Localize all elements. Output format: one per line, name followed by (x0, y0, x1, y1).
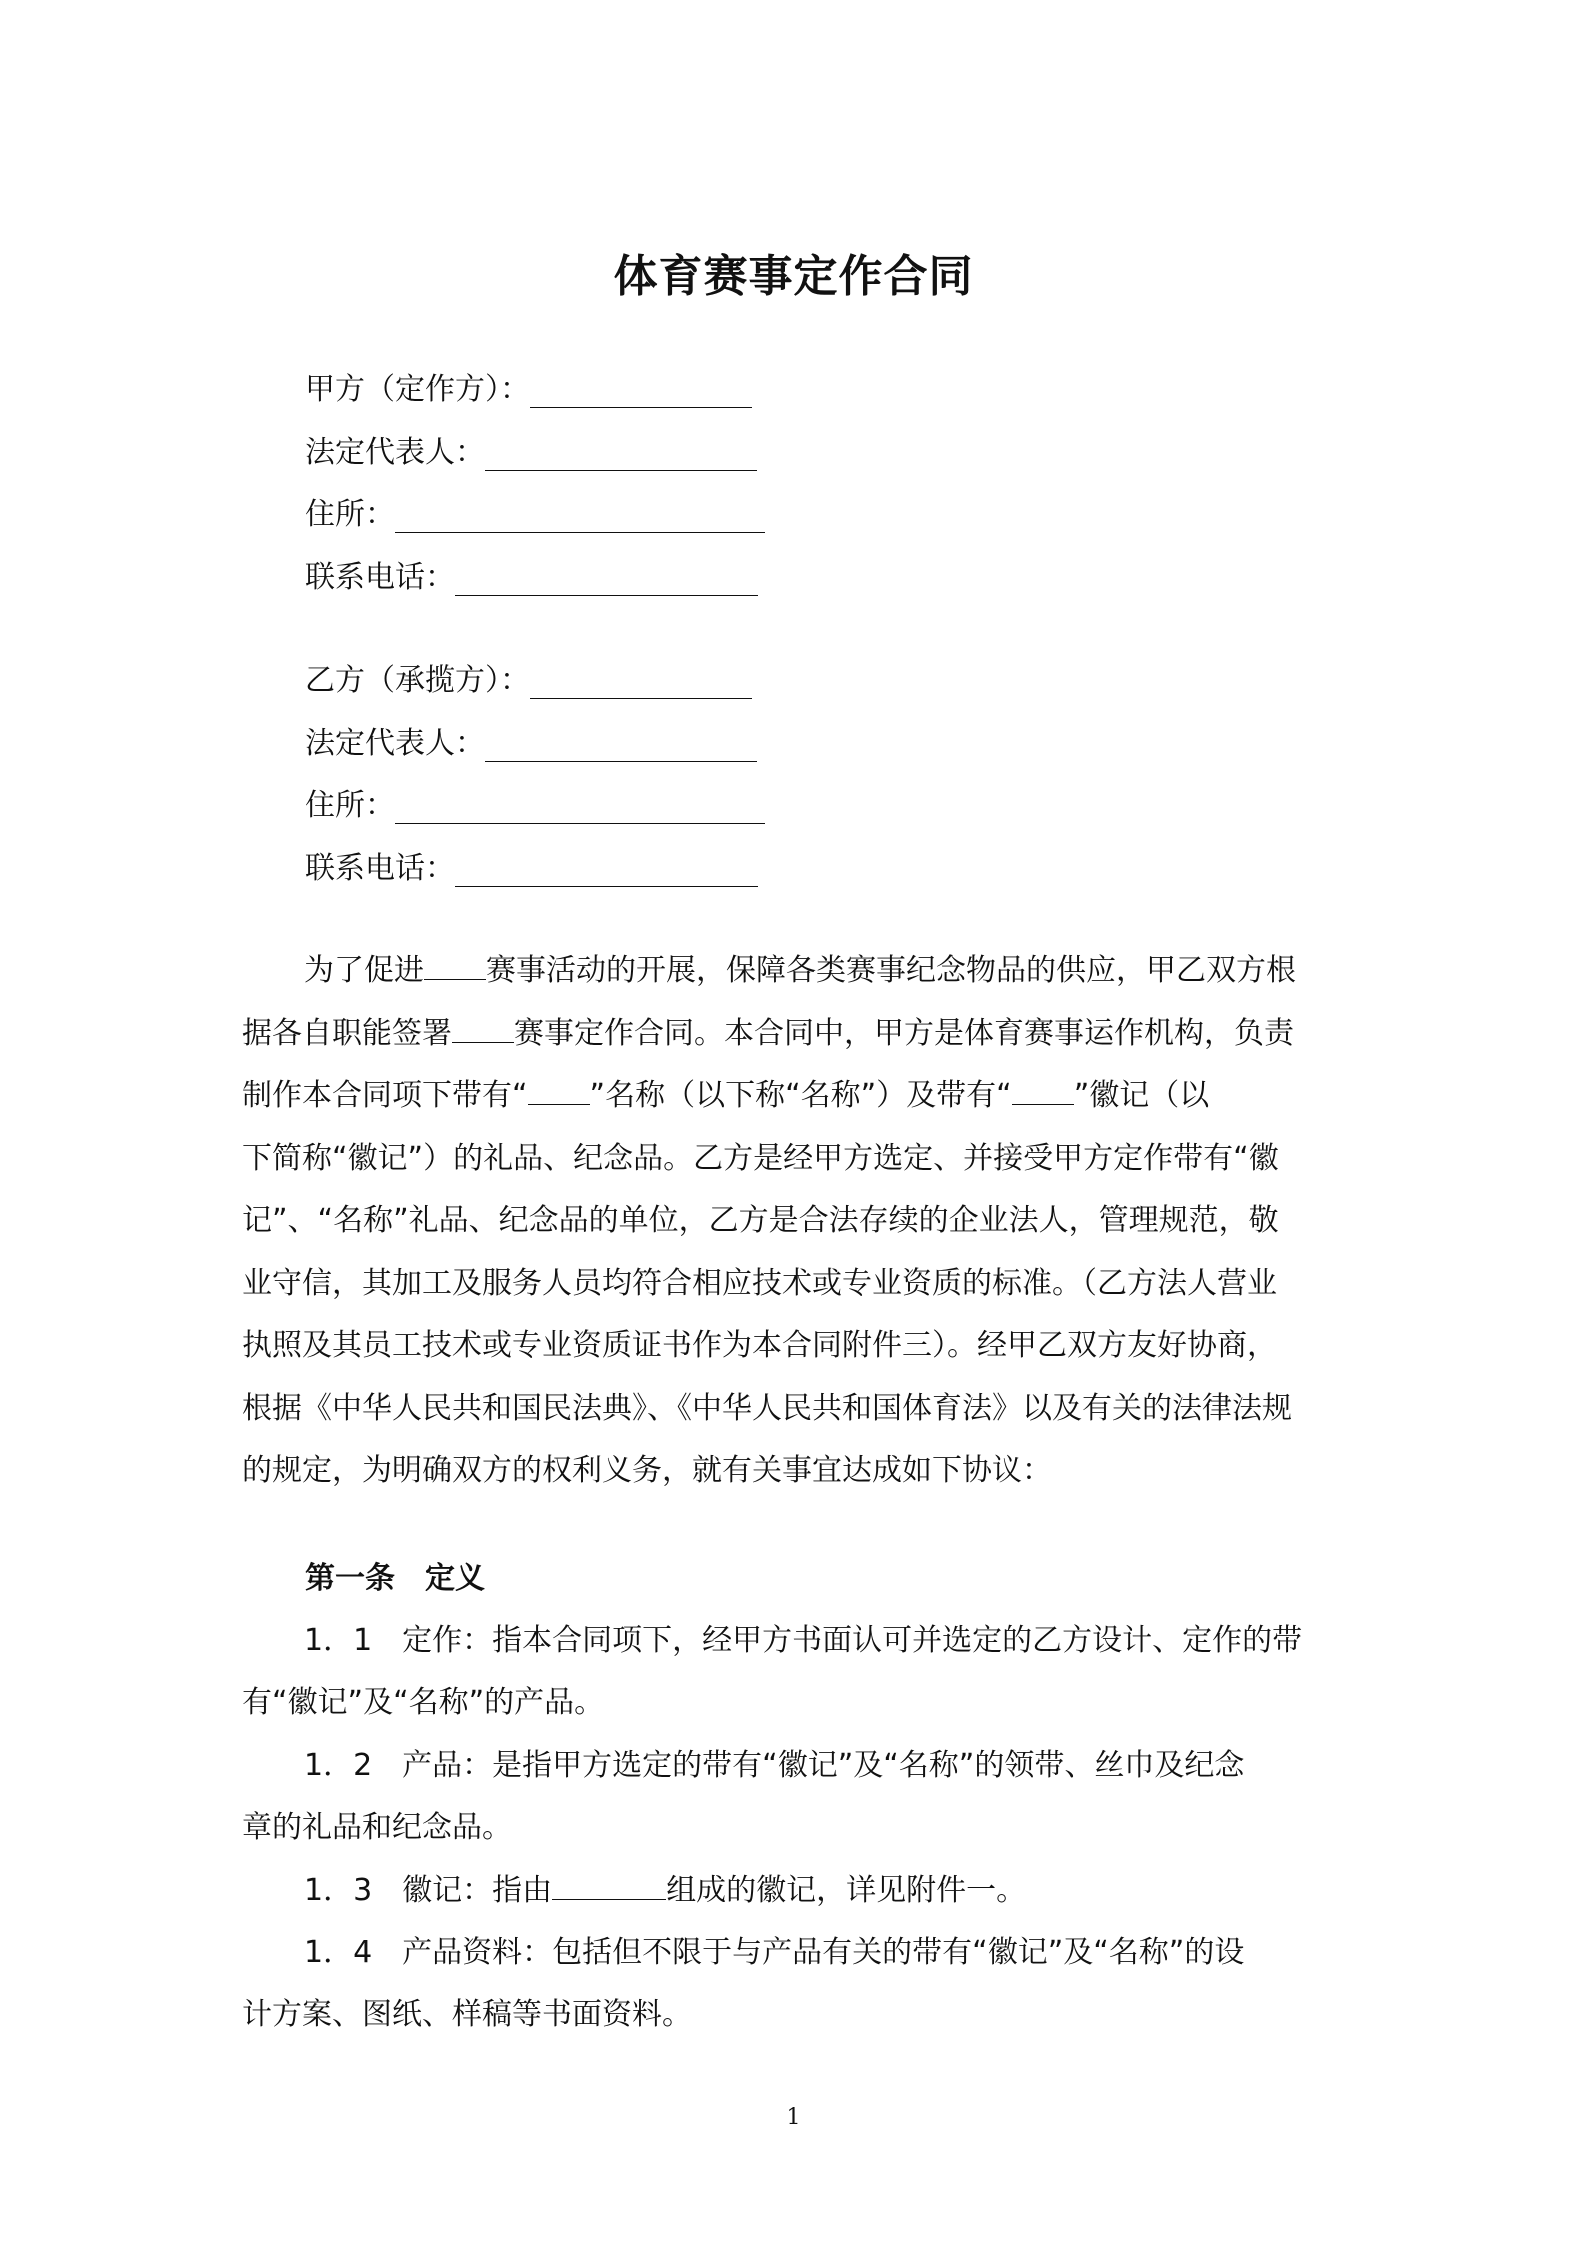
party-b-address-row (305, 780, 765, 824)
clause-1-4 (242, 1922, 1354, 2046)
party-a-phone-label: 联系电话： (305, 560, 455, 595)
party-b-address-label: 住所： (305, 788, 395, 823)
clause-1-1 (242, 1610, 1354, 1734)
clause-line: 计方案、图纸、样稿等书面资料。 (242, 1997, 692, 2032)
emblem-composition-blank[interactable] (552, 1871, 666, 1900)
preamble-line: 制作本合同项下带有“ ”名称（以下称“名称”）及带有“ ”徽记（以 (242, 1078, 1210, 1113)
preamble-line: 的规定，为明确双方的权利义务，就有关事宜达成如下协议： (242, 1453, 1052, 1488)
preamble-line: 据各自职能签署 赛事定作合同。本合同中，甲方是体育赛事运作机构，负责 (242, 1015, 1294, 1051)
clause-line: 章的礼品和纪念品。 (242, 1810, 512, 1845)
party-a-phone-blank[interactable] (455, 561, 758, 596)
party-a-phone-row (305, 552, 758, 596)
party-b-phone-label: 联系电话： (305, 851, 455, 886)
preamble-paragraph (242, 940, 1354, 1503)
party-a-address-blank[interactable] (395, 498, 765, 533)
preamble-line: 业守信，其加工及服务人员均符合相应技术或专业资质的标准。（乙方法人营业 (242, 1265, 1277, 1301)
party-b-address-blank[interactable] (395, 789, 765, 824)
party-b-name-label: 乙方（承揽方）： (305, 663, 530, 698)
clause-line: 1．1 定作：指本合同项下，经甲方书面认可并选定的乙方设计、定作的带 (304, 1623, 1303, 1658)
clause-1-3 (242, 1860, 1354, 1922)
document-title: 体育赛事定作合同 (613, 251, 974, 302)
party-a-name-label: 甲方（定作方）： (305, 372, 530, 407)
party-b-name-blank[interactable] (530, 664, 752, 699)
emblem-blank[interactable] (1012, 1076, 1074, 1105)
preamble-line: 为了促进 赛事活动的开展，保障各类赛事纪念物品的供应，甲乙双方根 (304, 953, 1296, 988)
clause-line: 有“徽记”及“名称”的产品。 (242, 1685, 605, 1720)
party-a-name-row (305, 364, 752, 408)
clause-line: 1．2 产品：是指甲方选定的带有“徽记”及“名称”的领带、丝巾及纪念 (304, 1748, 1245, 1783)
clause-line: 1．4 产品资料：包括但不限于与产品有关的带有“徽记”及“名称”的设 (304, 1935, 1245, 1970)
preamble-line: 根据《中华人民共和国民法典》、《中华人民共和国体育法》以及有关的法律法规 (242, 1390, 1292, 1426)
preamble-line: 记”、“名称”礼品、纪念品的单位，乙方是合法存续的企业法人，管理规范，敬 (242, 1203, 1279, 1238)
preamble-line: 执照及其员工技术或专业资质证书作为本合同附件三）。经甲乙双方友好协商， (242, 1328, 1277, 1363)
clause-1-2 (242, 1735, 1354, 1859)
page-number: 1 (786, 2105, 801, 2130)
event-name-blank[interactable] (452, 1014, 514, 1043)
party-a-rep-row (305, 427, 757, 471)
party-b-rep-row (305, 718, 757, 762)
party-a-address-label: 住所： (305, 497, 395, 532)
party-a-rep-label: 法定代表人： (305, 435, 485, 470)
party-b-phone-blank[interactable] (455, 852, 758, 887)
party-b-phone-row (305, 843, 758, 887)
party-a-address-row (305, 489, 765, 533)
party-b-name-row (305, 655, 752, 699)
article-1-heading: 第一条 定义 (305, 1561, 485, 1596)
preamble-line: 下简称“徽记”）的礼品、纪念品。乙方是经甲方选定、并接受甲方定作带有“徽 (242, 1140, 1279, 1176)
party-a-name-blank[interactable] (530, 373, 752, 408)
name-blank[interactable] (528, 1076, 590, 1105)
party-a-rep-blank[interactable] (485, 436, 757, 471)
party-b-rep-blank[interactable] (485, 727, 757, 762)
event-name-blank[interactable] (424, 951, 486, 980)
clause-line: 1．3 徽记：指由 组成的徽记，详见附件一。 (304, 1873, 1027, 1908)
party-b-rep-label: 法定代表人： (305, 726, 485, 761)
